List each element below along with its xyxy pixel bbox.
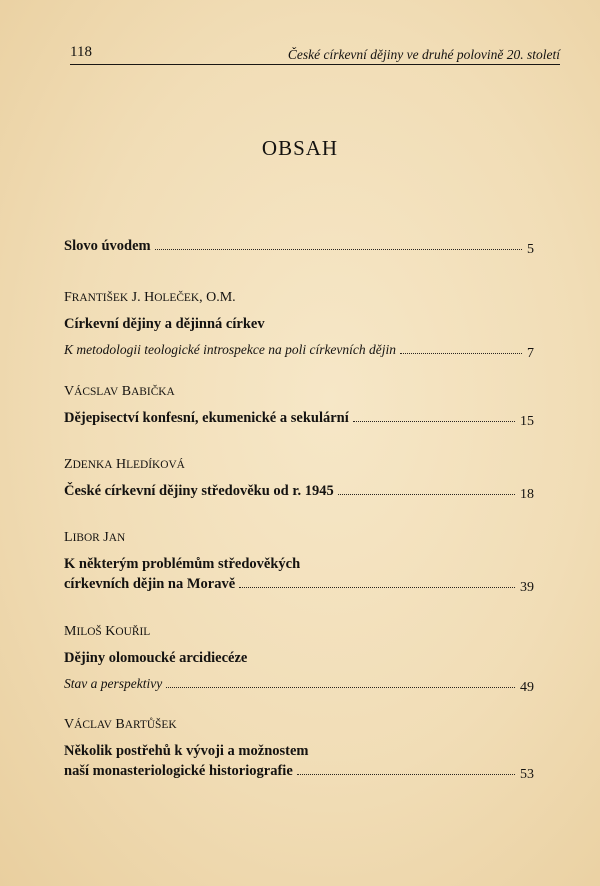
entry-title: Církevní dějiny a dějinná církev xyxy=(64,316,265,332)
dot-leader xyxy=(353,421,515,422)
dot-leader xyxy=(400,353,522,354)
entry-author: LIBOR JAN xyxy=(64,530,126,545)
entry-title: Několik postřehů k vývoji a možnostem xyxy=(64,743,309,759)
entry-title-line xyxy=(64,648,534,668)
contents-heading: OBSAH xyxy=(261,136,339,160)
entry-title: K některým problémům středověkých xyxy=(64,556,301,572)
entry-subtitle-line xyxy=(64,340,534,361)
entry-title-line xyxy=(64,554,534,574)
entry-author: ZDENKA HLEDÍKOVÁ xyxy=(64,457,185,472)
entry-author: VÁCLAV BARTŮŠEK xyxy=(64,717,177,732)
entry-subtitle: Stav a perspektivy xyxy=(64,676,163,691)
running-head xyxy=(70,44,560,64)
entry-title-line xyxy=(64,574,534,595)
entry-title: Dějepisectví konfesní, ekumenické a sekulární xyxy=(64,410,349,426)
entry-page: 53 xyxy=(520,767,534,782)
toc-entry xyxy=(64,529,534,595)
entry-author: FRANTIŠEK J. HOLEČEK, O.M. xyxy=(64,290,236,305)
entry-page: 5 xyxy=(527,242,534,257)
entry-page: 7 xyxy=(527,346,534,361)
dot-leader xyxy=(338,494,515,495)
dot-leader xyxy=(155,249,522,250)
entry-title-line xyxy=(64,236,534,257)
entry-author: MILOŠ KOUŘIL xyxy=(64,624,151,639)
entry-title: Dějiny olomoucké arcidiecéze xyxy=(64,650,248,666)
entry-subtitle-line xyxy=(64,674,534,695)
toc-entry-intro xyxy=(64,236,534,257)
entry-title-line xyxy=(64,408,534,429)
entry-author: VÁCSLAV BABIČKA xyxy=(64,384,175,399)
toc-entry xyxy=(64,383,534,429)
toc-entry xyxy=(64,623,534,695)
entry-title-line xyxy=(64,481,534,502)
entry-subtitle: K metodologii teologické introspekce na poli církevních dějin xyxy=(64,342,397,357)
entry-title-line xyxy=(64,314,534,334)
entry-page: 18 xyxy=(520,487,534,502)
entry-page: 49 xyxy=(520,680,534,695)
entry-title: Slovo úvodem xyxy=(64,238,151,254)
entry-title-line xyxy=(64,761,534,782)
dot-leader xyxy=(297,774,515,775)
dot-leader xyxy=(166,687,515,688)
entry-title-line xyxy=(64,741,534,761)
header-rule xyxy=(70,64,560,65)
entry-page: 39 xyxy=(520,580,534,595)
journal-title: České církevní dějiny ve druhé polovině 20. století xyxy=(287,47,560,62)
dot-leader xyxy=(239,587,515,588)
entry-title: České církevní dějiny středověku od r. 1945 xyxy=(64,483,334,499)
toc-entry xyxy=(64,289,534,361)
entry-page: 15 xyxy=(520,414,534,429)
toc-entry xyxy=(64,456,534,502)
entry-title: církevních dějin na Moravě xyxy=(64,576,236,592)
entry-title: naší monasteriologické historiografie xyxy=(64,763,293,779)
page-number: 118 xyxy=(70,44,92,60)
toc-entry xyxy=(64,716,534,782)
